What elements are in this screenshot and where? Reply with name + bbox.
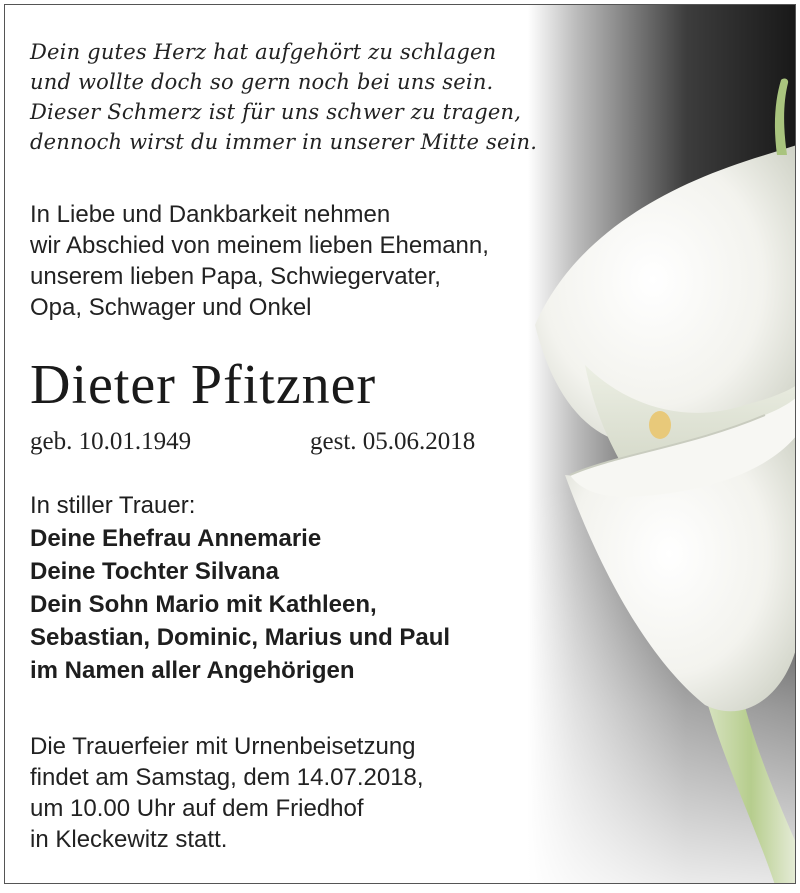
memorial-poem (30, 37, 537, 157)
birth-date: geb. 10.01.1949 (30, 428, 192, 455)
service-line: um 10.00 Uhr auf dem Friedhof (30, 795, 364, 822)
poem-line: Dieser Schmerz ist für uns schwer zu tragen, (30, 100, 522, 124)
funeral-service-info (30, 731, 424, 855)
service-line: in Kleckewitz statt. (30, 826, 228, 853)
obituary-notice (4, 4, 796, 884)
intro-line: Opa, Schwager und Onkel (30, 294, 312, 321)
intro-line: wir Abschied von meinem lieben Ehemann, (30, 232, 489, 259)
death-date: gest. 05.06.2018 (310, 428, 476, 455)
poem-line: Dein gutes Herz hat aufgehört zu schlagen (30, 40, 497, 64)
service-line: findet am Samstag, dem 14.07.2018, (30, 764, 424, 791)
intro-line: In Liebe und Dankbarkeit nehmen (30, 201, 391, 228)
farewell-intro (30, 199, 489, 323)
service-line: Die Trauerfeier mit Urnenbeisetzung (30, 733, 416, 760)
mourner-line: im Namen aller Angehörigen (30, 657, 355, 684)
poem-line: dennoch wirst du immer in unserer Mitte sein. (30, 130, 538, 154)
mourner-line: Deine Ehefrau Annemarie (30, 525, 322, 552)
mourners-heading: In stiller Trauer: (30, 492, 196, 519)
mourner-line: Dein Sohn Mario mit Kathleen, (30, 591, 377, 618)
deceased-name: Dieter Pfitzner (30, 354, 377, 416)
mourners-list (30, 489, 450, 687)
poem-line: und wollte doch so gern noch bei uns sein. (30, 70, 494, 94)
mourner-line: Sebastian, Dominic, Marius und Paul (30, 624, 451, 651)
intro-line: unserem lieben Papa, Schwiegervater, (30, 263, 441, 290)
mourner-line: Deine Tochter Silvana (30, 558, 279, 585)
